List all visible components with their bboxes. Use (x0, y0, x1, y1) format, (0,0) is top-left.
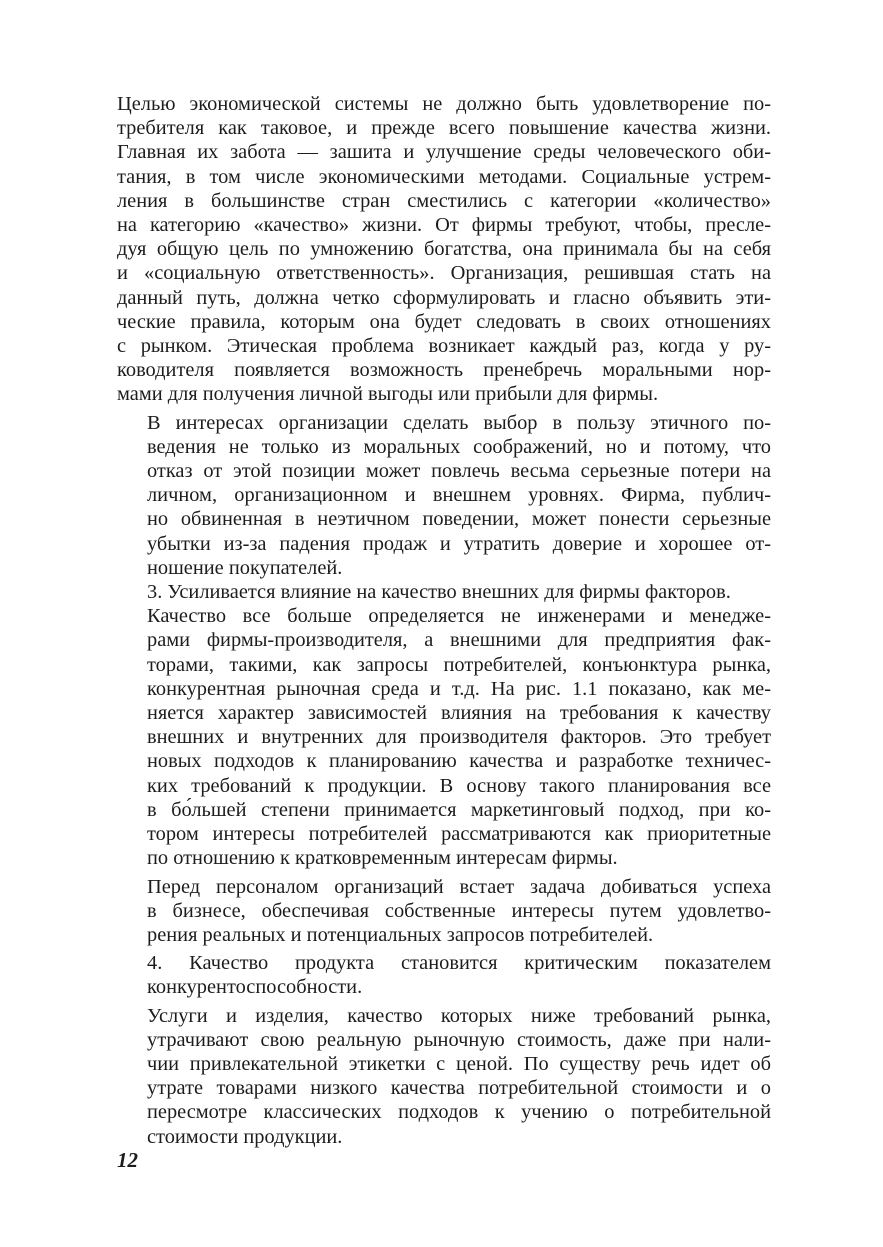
text-line: в бизнесе, обеспечивая собственные интересы путем удовлетво- (147, 899, 771, 922)
text-line: В интересах организации сделать выбор в пользу этичного по- (147, 411, 771, 434)
text-line: стоимости продукции. (147, 1125, 343, 1148)
text-line: Целью экономической системы не должно быть удовлетворение по- (117, 93, 771, 115)
text-line: Качество все больше определяется не инженерами и менедже- (147, 605, 771, 628)
text-line: дуя общую цель по умножению богатства, она принимала бы на себя (117, 238, 771, 261)
paragraph-market-value (117, 1004, 771, 1149)
text-line: ческие правила, которым она будет следовать в своих отношениях (117, 310, 771, 333)
text-line: рами фирмы-производителя, а внешними для предприятия фак- (147, 629, 771, 652)
text-line: личном, организационном и внешнем уровнях. Фирма, публич- (147, 484, 771, 507)
text-line: конкурентоспособности. (147, 976, 363, 999)
text-line: ководителя появляется возможность пренебречь моральными нор- (117, 359, 771, 382)
text-line: 4. Качество продукта становится критическим показателем (147, 952, 771, 975)
text-line: требителя как таковое, и прежде всего повышение качества жизни. (117, 117, 771, 140)
paragraph-point-3-heading (117, 580, 771, 604)
text-line: внешних и внутренних для производителя факторов. Это требует (147, 726, 771, 749)
text-line: убытки из-за падения продаж и утратить доверие и хорошее от- (147, 532, 771, 555)
text-line: тания, в том числе экономическими методами. Социальные устрем- (117, 165, 771, 188)
text-line: пересмотре классических подходов к учению о потребительной (147, 1101, 771, 1124)
page-number: 12 (117, 1148, 138, 1172)
text-line: няется характер зависимостей влияния на требования к качеству (147, 702, 771, 725)
text-line: утрачивают свою реальную рыночную стоимость, даже при нали- (147, 1028, 771, 1051)
text-line: и «социальную ответственность». Организация, решившая стать на (117, 262, 771, 285)
text-line: ких требований к продукции. В основу такого планирования все (147, 774, 771, 797)
text-line: торами, такими, как запросы потребителей, конъюнктура рынка, (147, 653, 771, 676)
text-line: в бо́льшей степени принимается маркетинговый подход, при ко- (147, 798, 771, 821)
paragraph-point-4-heading (117, 951, 771, 999)
text-line: чии привлекательной этикетки с ценой. По существу речь идет об (147, 1052, 771, 1075)
text-line: 3. Усиливается влияние на качество внешних для фирмы факторов. (147, 581, 731, 604)
text-line: Главная их забота — зашита и улучшение среды человеческого оби- (117, 141, 771, 164)
paragraph-personnel-task (117, 875, 771, 948)
text-line: конкурентная рыночная среда и т.д. На рис. 1.1 показано, как ме- (147, 677, 771, 700)
paragraph-economic-goals (117, 92, 771, 407)
text-line: новых подходов к планированию качества и разработке техничес- (147, 750, 771, 773)
text-line: ления в большинстве стран сместились с категории «количество» (117, 189, 771, 212)
text-line: Услуги и изделия, качество которых ниже требований рынка, (147, 1004, 771, 1027)
text-line: по отношению к кратковременным интересам фирмы. (147, 847, 618, 870)
paragraph-external-factors (117, 604, 771, 870)
text-line: ведения не только из моральных соображений, но и потому, что (147, 435, 771, 458)
text-line: ношение покупателей. (147, 556, 343, 579)
text-line: мами для получения личной выгоды или прибыли для фирмы. (117, 383, 659, 406)
text-line: рения реальных и потенциальных запросов потребителей. (147, 923, 654, 946)
page-body (117, 92, 771, 1149)
text-line: отказ от этой позиции может повлечь весьма серьезные потери на (147, 460, 771, 483)
text-line: утрате товарами низкого качества потребительной стоимости и о (147, 1077, 771, 1100)
text-line: Перед персоналом организаций встает задача добиваться успеха (147, 875, 771, 898)
text-line: на категорию «качество» жизни. От фирмы требуют, чтобы, пресле- (117, 214, 771, 237)
text-line: тором интересы потребителей рассматриваются как приоритетные (147, 823, 771, 846)
text-line: данный путь, должна четко сформулировать и гласно объявить эти- (117, 286, 771, 309)
text-line: но обвиненная в неэтичном поведении, может понести серьезные (147, 508, 771, 531)
text-line: с рынком. Этическая проблема возникает каждый раз, когда у ру- (117, 335, 771, 358)
paragraph-ethical-behavior (117, 411, 771, 580)
